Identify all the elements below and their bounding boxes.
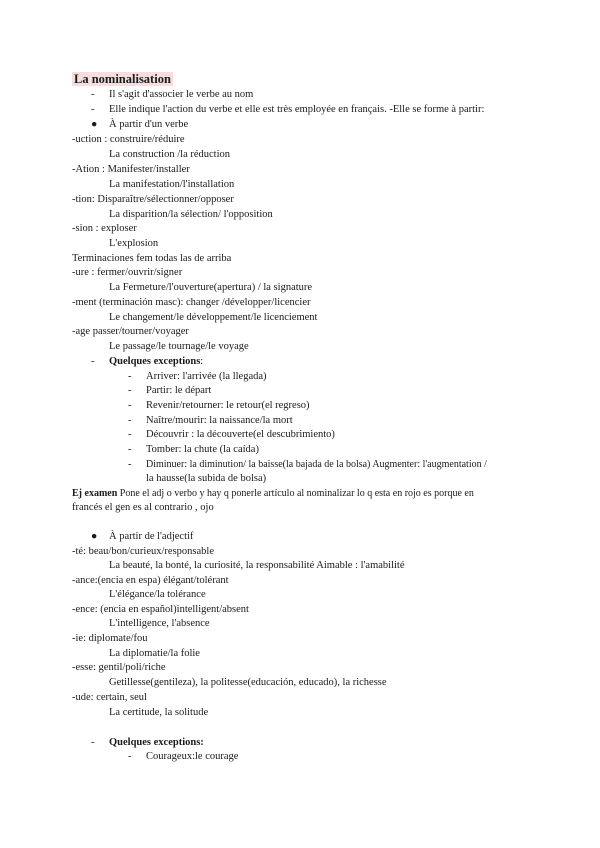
dash-bullet: - — [128, 415, 132, 426]
example-line: Le changement/le développement/le licenciement — [109, 312, 318, 323]
exam-note — [72, 487, 474, 501]
example-line: Getillesse(gentileza), la politesse(educación, educado), la richesse — [109, 677, 387, 688]
rule-line: -ment (terminación masc): changer /développer/licencier — [72, 297, 311, 308]
exception-item: Arriver: l'arrivée (la llegada) — [146, 371, 267, 382]
exception-item: Tomber: la chute (la caída) — [146, 444, 259, 455]
terminaciones-note: Terminaciones fem todas las de arriba — [72, 253, 232, 264]
rule-line: -ie: diplomate/fou — [72, 633, 148, 644]
exception-item: Diminuer: la diminution/ la baisse(la bajada de la bolsa) Augmenter: l'augmentation / — [146, 459, 487, 470]
dash-bullet: - — [128, 429, 132, 440]
exception-item: Naître/mourir: la naissance/la mort — [146, 415, 293, 426]
example-line: L'explosion — [109, 238, 159, 249]
exception-item: Découvrir : la découverte(el descubrimiento) — [146, 429, 335, 440]
verb-heading: À partir d'un verbe — [109, 119, 189, 130]
example-line: La diplomatie/la folie — [109, 648, 200, 659]
example-line: La certitude, la solitude — [109, 707, 209, 718]
dash-bullet: - — [128, 371, 132, 382]
rule-line: -Ation : Manifester/installer — [72, 164, 190, 175]
dash-bullet: - — [128, 459, 132, 470]
intro-line: Elle indique l'action du verbe et elle est très employée en français. -Elle se forme à partir: — [109, 104, 485, 115]
rule-line: -té: beau/bon/curieux/responsable — [72, 546, 214, 557]
rule-line: -age passer/tourner/voyager — [72, 326, 189, 337]
example-line: La disparition/la sélection/ l'opposition — [109, 209, 273, 220]
dash-bullet: - — [91, 737, 95, 748]
adj-heading: À partir de l'adjectif — [109, 531, 194, 542]
example-line: La Fermeture/l'ouverture(apertura) / la signature — [109, 282, 313, 293]
rule-line: -sion : exploser — [72, 223, 137, 234]
rule-line: -uction : construire/réduire — [72, 134, 185, 145]
example-line: La manifestation/l'installation — [109, 179, 235, 190]
dash-bullet: - — [128, 400, 132, 411]
exceptions-heading — [109, 355, 203, 369]
dash-bullet: - — [91, 356, 95, 367]
exception-item: Partir: le départ — [146, 385, 212, 396]
dot-bullet: ● — [91, 531, 98, 542]
page-title: La nominalisation — [74, 72, 171, 86]
dash-bullet: - — [91, 89, 95, 100]
exceptions-colon: : — [200, 356, 204, 367]
exam-text: Pone el adj o verbo y hay q ponerle artículo al nominalizar lo q esta en rojo es porque en — [117, 488, 474, 499]
exception-item: Revenir/retourner: le retour(el regreso) — [146, 400, 310, 411]
rule-line: -tion: Disparaître/sélectionner/opposer — [72, 194, 234, 205]
dash-bullet: - — [128, 385, 132, 396]
example-line: Le passage/le tournage/le voyage — [109, 341, 249, 352]
rule-line: -ance:(encia en espa) élégant/tolérant — [72, 575, 229, 586]
exception-item: Courageux:le courage — [146, 751, 239, 762]
dash-bullet: - — [128, 444, 132, 455]
rule-line: -ure : fermer/ouvrir/signer — [72, 267, 183, 278]
example-line: L'élégance/la tolérance — [109, 589, 206, 600]
rule-line: -esse: gentil/poli/riche — [72, 662, 166, 673]
intro-line: Il s'agit d'associer le verbe au nom — [109, 89, 254, 100]
dot-bullet: ● — [91, 119, 98, 130]
rule-line: -ude: certain, seul — [72, 692, 147, 703]
example-line: La construction /la réduction — [109, 149, 231, 160]
rule-line: -ence: (encia en español)intelligent/absent — [72, 604, 249, 615]
dash-bullet: - — [128, 751, 132, 762]
exceptions-label: Quelques exceptions — [109, 356, 201, 367]
exam-label: Ej examen — [72, 488, 118, 499]
example-line: La beauté, la bonté, la curiosité, la responsabilité Aimable : l'amabilité — [109, 560, 405, 571]
example-line: L'intelligence, l'absence — [109, 618, 210, 629]
dash-bullet: - — [91, 104, 95, 115]
exceptions-heading-2: Quelques exceptions: — [109, 737, 204, 748]
exception-item-continued: la hausse(la subida de bolsa) — [146, 473, 267, 484]
exam-note-continued: francés el gen es al contrario , ojo — [72, 502, 214, 513]
